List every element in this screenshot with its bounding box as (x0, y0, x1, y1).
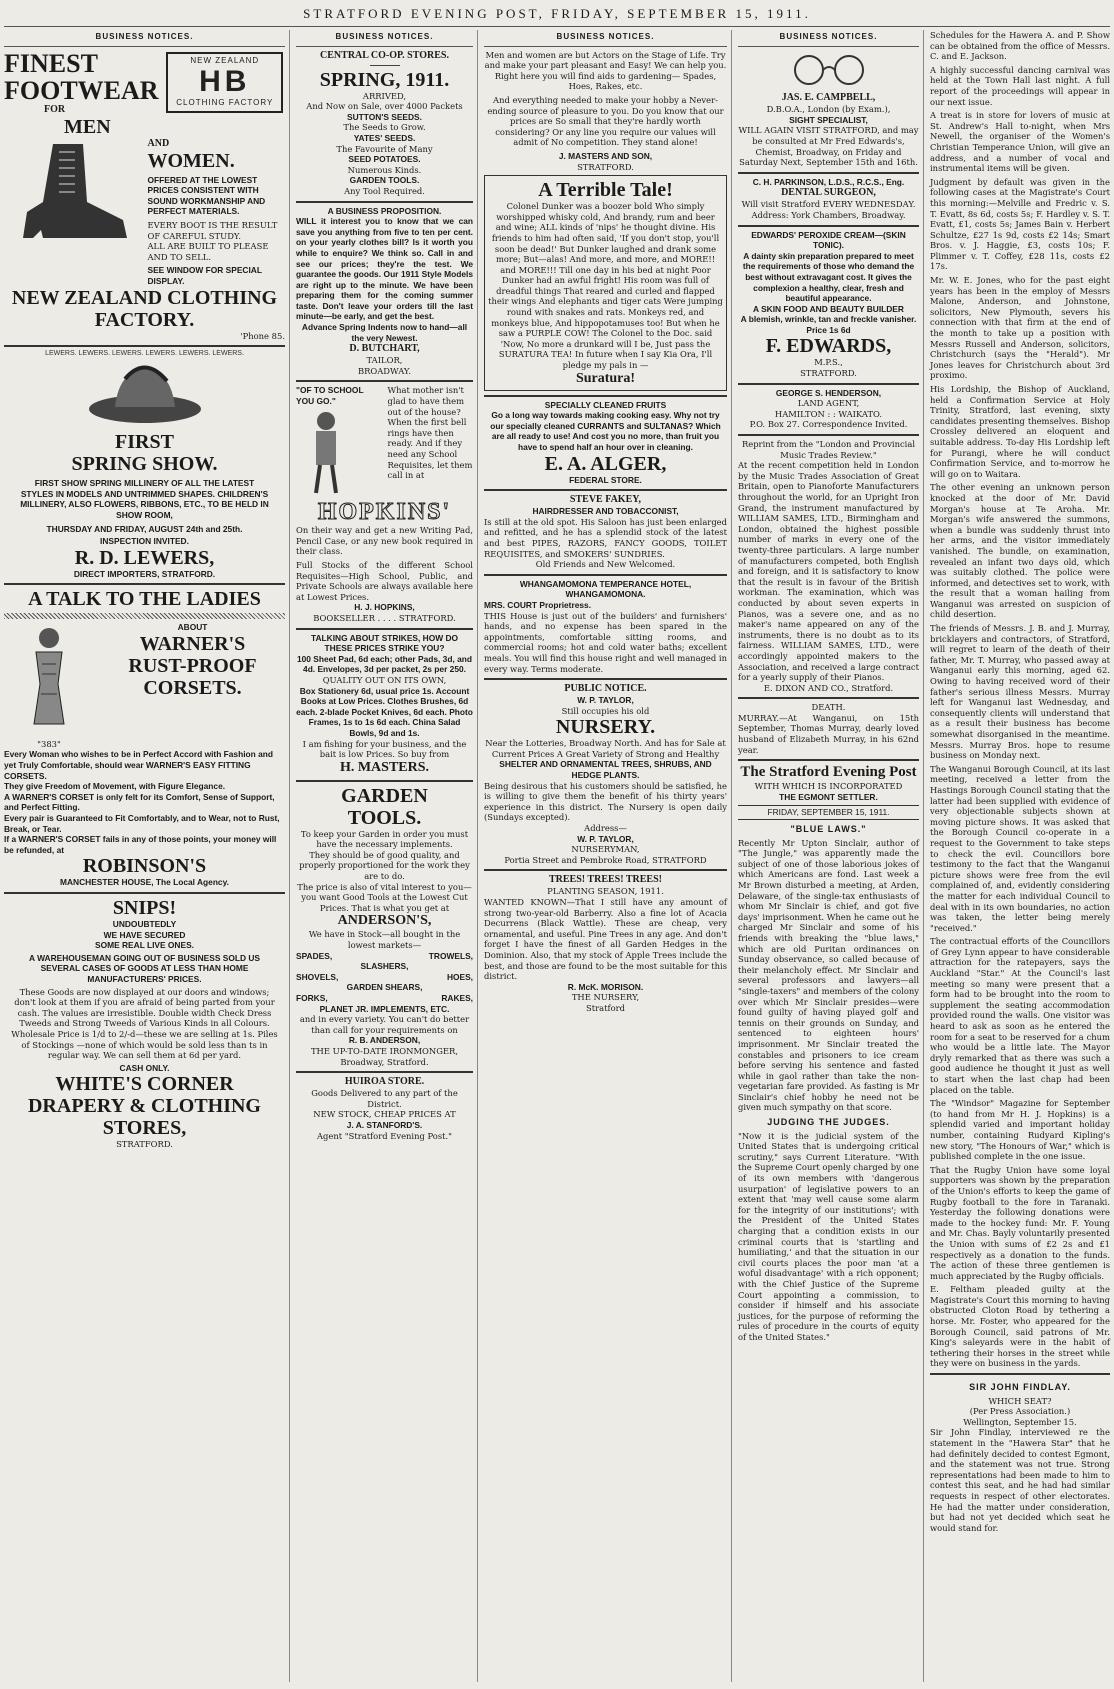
nursery-headline: NURSERY. (555, 716, 656, 739)
masthead-rule (4, 26, 1110, 27)
alger-fruits-ad: SPECIALLY CLEANED FRUITS Go a long way towards making cooking easy. Why not try our specially cleaned CURRANTS and SULTANAS? Which are all ready to use! And cost you no more, than fruit you have to spend half an hour over in cleaning. E. A. ALGER, FEDERAL STORE. (484, 395, 727, 486)
snips-ad: SNIPS! UNDOUBTEDLY WE HAVE SECURED SOME REAL LIVE ONES. A WAREHOUSEMAN GOING OUT OF BUSINESS SOLD US SEVERAL CASES OF GOODS AT LESS THAN HOME MANUFACTURERS' PRICES. These Goods are now displayed at our doors and windows; don't look at them if you are afraid of being parted from your cash. The values are irresistible. Double width Check Dress Tweeds and Strong Tweeds of Various Kinds in all Colours. Wholesale Price is 1/d to 2/-d—these we are selling at 1s. Piles of Stockings —none of which would be sold less than ts in regular way. We can sell them at 6d per yard. CASH ONLY. WHITE'S CORNER DRAPERY & CLOTHING STORES, STRATFORD. (4, 892, 285, 1150)
men-headline: MEN (64, 115, 111, 138)
sames-piano-notice: Reprint from the "London and Provincial Music Trades Review." At the recent competition held in London by the Music Trades Association of Great Britain, open to Pianoforte Manufacturers throughout the world, for an Upright Iron Grand, the instrument manufactured by WILLIAM SAMES, LTD., Birmingham and London, obtained the highest possible number of marks in every one of the twenty-three particulars. A large number of manufacturers competed, both English and foreign, and it is satisfactory to know that the result is in favour of the British workman. The examination, which was conducted by about seven experts in Pianos, was a severe one, and as no maker's name appeared on any of the instruments, there is no doubt as to its fairness. WILLIAM SAMES, LTD., were accordingly appointed makers to the Association, and received a large contract for a yearly supply of their Pianos. E. DIXON AND CO., Stratford. (738, 434, 919, 693)
henderson-ad: GEORGE S. HENDERSON, LAND AGENT, HAMILTON : : WAIKATO. P.O. Box 27. Correspondence Invited. (738, 383, 919, 430)
edwards-name: F. EDWARDS, (765, 335, 892, 358)
whites-corner-name: WHITE'S CORNER (55, 1073, 234, 1096)
paper-title: The Stratford Evening Post (740, 764, 917, 781)
spring-1911-headline: SPRING, 1911. (319, 68, 450, 91)
article-headline: "BLUE LAWS." (790, 824, 867, 835)
blue-laws-article: "BLUE LAWS." Recently Mr Upton Sinclair, author of "The Jungle," was apparently made the subject of one of those laborious jokes of which Americans are fond. Last week a Mr Brown disturbed a meeting, at Arden, Delaware, of the single-tax enthusiasts of whom Mr Sinclair is chief, and got five days' imprisonment. When he came out he charged Mr Sinclair and some of his friends with breaking the "blue laws," which are old Puritan ordinances on Sunday observance, so called because of their melancholy effect. Mr Sinclair and several professors and lawyers—all "single-taxers" and members of the colony over which Mr Sinclair presides—were found guilty of having played golf and tennis on their grounds on Sunday, and sentenced to eighteen hours' imprisonment. Mr Sinclair treated the constables and prisoners to ice cream before serving his sentence and fasted while in gaol rather than take the non-vegetarian fare provided. As fasting is Mr Sinclair's chief hobby he need not be given much sympathy on that score. (738, 824, 919, 1113)
column-header: BUSINESS NOTICES. (4, 30, 285, 47)
central-coop-ad: CENTRAL CO-OP. STORES. SPRING, 1911. ARRIVED, And Now on Sale, over 4000 Packets SUTTON'S SEEDS. The Seeds to Grow. YATES' SEEDS. The Favourite of Many SEED POTATOES. Numerous Kinds. GARDEN TOOLS. Any Tool Required. (296, 50, 473, 197)
schoolboy-illustration (296, 407, 356, 497)
talk-to-ladies-headline: A TALK TO THE LADIES (28, 588, 261, 611)
column-2 (292, 30, 478, 1682)
edwards-peroxide-ad: EDWARDS' PEROXIDE CREAM—(SKIN TONIC). A dainty skin preparation prepared to meet the requirements of those who demand the best without extravagant cost. It gives the complexion a healthy, clear, fresh and beautiful appearance. A SKIN FOOD AND BEAUTY BUILDER A blemish, wrinkle, tan and freckle vanisher. Price 1s 6d F. EDWARDS, M.P.S., STRATFORD. (738, 225, 919, 379)
finest-headline: FINEST (4, 48, 98, 78)
column-1 (0, 30, 290, 1682)
hopkins-ad: "OF TO SCHOOL YOU GO." What mother isn't glad to have them out of the house? When the first bell rings have then ready. And if they need any School Requisites, let them call in at HOPKINS' On their way and get a new Writing Pad, Pencil Case, or any new book required in their class. Full Stocks of the different School Requisites—High School, Public, and Private Schools are always available here at Lowest Prices. H. J. HOPKINS, BOOKSELLER . . . . STRATFORD. (296, 380, 473, 623)
findlay-article: SIR JOHN FINDLAY. WHICH SEAT? (Per Press Association.) Wellington, September 15. Sir John Findlay, interviewed re the statement in the "Hawera Star" that he had definitely decided to contest Egmont, and the statement was not true. Strong representations had been made to him to contest this seat, and he had had similar requests in respect of other electorates. He had the matter under consideration, but had not yet decided which seat he would stand for. (930, 1373, 1110, 1533)
taylor-nursery-ad: PUBLIC NOTICE. W. P. TAYLOR, Still occupies his old NURSERY. Near the Lotteries, Broadway North. And has for Sale at Current Prices A Great Variety of Strong and Healthy SHELTER AND ORNAMENTAL TREES, SHRUBS, AND HEDGE PLANTS. Being desirous that his customers should be satisfied, he is willing to give them the benefit of his thirty years' experience in this district. The Nursery is open daily (Sundays excepted). Address— W. P. TAYLOR, NURSERYMAN, Portia Street and Pembroke Road, STRATFORD (484, 678, 727, 865)
masters-verse-ad: Men and women are but Actors on the Stage of Life. Try and make your part pleasant and Easy! We can help you. Right here you will find aids to gardening— Spades, Hoes, Rakes, etc. And everything needed to make your hobby a Never-ending source of pleasure to you. Do you know that our prices are So small that they're hardly worth considering? Or any line you require our values will admit of No competition. They stand alone! J. MASTERS AND SON, STRATFORD. (484, 49, 727, 172)
hb-logo: NEW ZEALAND HB CLOTHING FACTORY (166, 52, 283, 113)
death-notice: DEATH. MURRAY.—At Wanganui, on 15th September, Thomas Murray, dearly loved husband of Elizabeth Murray, in his 62nd year. (738, 697, 919, 755)
terrible-tale-headline: A Terrible Tale! (538, 179, 673, 202)
column-3 (480, 30, 732, 1682)
spring-show-headline: SPRING SHOW. (71, 453, 218, 476)
huiroa-store-ad: HUIROA STORE. Goods Delivered to any part of the District. NEW STOCK, CHEAP PRICES AT J. A. STANFORD'S. Agent "Stratford Evening Post." (296, 1071, 473, 1141)
judging-judges-article: JUDGING THE JUDGES. "Now it is the judicial system of the United States that is undergoing critical scrutiny," says Current Literature. "With the Supreme Court openly charged by one of its own members with 'dangerous usurpation' of legislative powers to an extent that 'may well cause some alarm for the integrity of our institutions'; with the President of the United States charging that a condition exists in our criminal courts that is 'startling and humiliating,' and that the situation in our civil courts places the poor man 'at a woful disadvantage' with a rich opponent; with the Chief Justice of the Supreme Court appointing a commission, to consider if himself and his associate justices, for the purpose of reforming the rules of procedure in the courts of equity of the United States." (738, 1117, 919, 1342)
hb-logo-mark: HB (199, 65, 251, 99)
local-news: Schedules for the Hawera A. and P. Show can be obtained from the office of Messrs. C. and E. Jackson. A highly successful dancing carnival was held at the Town Hall last night. A full report of the proceedings will appear in our next issue. A treat is in store for lovers of music at St. Andrew's Hall to-night, when Mrs Newell, the organiser of the Women's Christian Temperance Union, will give an address, and a number of vocal and instrumental items will be given. Judgment by default was given in the following cases at the Magistrate's Court this morning:—Melville and Fredric v. S. T. Evatt, 8s 6d, costs 5s; F. Hardley v. S. T. Evatt, £1, costs 5s; James Bain v. Herbert Schultze, £27 1s 9d, costs £2 14s; Smart Bros. v. J. Haggie, £3, costs 10s; F. Plimmer v. T. Coffey, £28 11s, costs £2 17s. Mr. W. E. Jones, who for the past eight years has been in the employ of Messrs Malone, Anderson, and Johnstone, solicitors, New Plymouth, severs his connection with that firm at the end of the month to take up a position with Messrs Russell and Anderson, solicitors, Christchurch (says the "Herald"). Mr Jones leaves for Christchurch about 3rd proximo. His Lordship, the Bishop of Auckland, held a Confirmation Service at Holy Trinity, Stratford, last evening, sixty candidates presenting themselves. Bishop Crossley delivered an eloquent and suitable address. To-day His Lordship left for Purangi, where he will conduct Confirmation Service, and to-morrow he will go on to Waitara. The other evening an unknown person knocked at the door of Mr. David Morgan's house at Te Aroha. Mr. Morgan's wife answered the summons, when a bundle was suddenly thrust into her arms, and the visitor immediately vanished. The bundle, on examination, revealed an infant two days old, which was suitably clothed. The police were informed, and detectives set to work, with the result that a woman hailing from Wanganui was arrested on suspicion of child desertion. The friends of Messrs. J. B. and J. Murray, bricklayers and contractors, of Stratford, will regret to learn of the death of their father, Mr. T. Murray, who passed away at Wanganui early this morning, aged 62. Owing to having received word of their father's serious illness Messrs. Murray left for Wanganui last Wednesday, and consequently clients will understand that as a result their business has become somewhat disorganised in the meantime. Messrs. Murray Bros. hope to resume business on Monday next. The Wanganui Borough Council, at its last meeting, received a letter from the Hastings Borough Council stating that the latter had been supplied with evidence of very objectionable subjects shown at moving picture shows. It was asked that the Borough Council co-operate in a request to the Government to take steps to check the evil. Councillors bore testimony to the fact that the Wanganui picture shows were free from the evil complained of, and, evidently considering the matter for each individual Council to deal with in its own boundaries, no action was taken, the letter being merely "received." The contractual efforts of the Councillors of Grey Lynn appear to have considerable attraction for the ratepayers, says the Auckland "Star." At the Council's last meeting so many were present that a form had to be brought into the room to supplement the seating accommodation provided round the walls. One visitor was heard to ask as soon as he entered the room for a seat to be reserved for a chum who would be a little late. The Mayor dryly remarked that as there was such a good audience he thought it just as well to start when the last chap had been placed on the table. The "Windsor" Magazine for September (to hand from Mr H. J. Hopkins) is a splendid varied and important holiday number, containing Rudyard Kipling's new story, "The Honours of War," which is published complete in the one issue. That the Rugby Union have some loyal supporters was shown by the preparation of the Union's efforts to keep the game of Rugby football to the fore in Taranaki. Yesterday the following donations were made to the hockey fund: Mr. F. Young and Mr. Chas. Bayly voluntarily presented the Union with sums of £2 2s and £1 respectively as a donation to the funds. The action of these three gentlemen is much appreciated by the Rugby officials. E. Feltham pleaded guilty at the Magistrate's Court this morning to having obstructed Cloton Road by tethering a horse. Mr. Foster, who appeared for the Borough Council, said patrons of Mr. King's saleyards were in the habit of tethering their horses in the street while they were on business in the yards. (930, 30, 1110, 1369)
column-header: BUSINESS NOTICES. (738, 30, 919, 47)
footwear-headline: FOOTWEAR (4, 75, 159, 105)
lewers-ad: LEWERS. LEWERS. LEWERS. LEWERS. LEWERS. LEWERS. FIRST SPRING SHOW. FIRST SHOW SPRING MILLINERY OF ALL THE LATEST STYLES IN MODELS AND UNTRIMMED SHAPES. CHILDREN'S MILLINERY, ALSO FLOWERS, RIBBONS, ETC., TO BE HELD IN SHOW ROOM, THURSDAY AND FRIDAY, AUGUST 24th and 25th. INSPECTION INVITED. R. D. LEWERS, DIRECT IMPORTERS, STRATFORD. (4, 345, 285, 579)
footwear-ad: FINEST FOOTWEAR FOR MEN NEW ZEALAND HB CLOTHING FACTORY AND WOMEN. OFFERED AT THE LOWEST PRICES CONSISTENT WITH SOUND WORKMANSHIP AND PERFECT MATERIALS. EVERY BOOT IS THE RESULT OF CAREFUL STUDY. ALL ARE BUILT TO PLEASE AND TO SELL. SEE WINDOW FOR SPECIAL DISPLAY. NEW ZEALAND CLOTHING FACTORY. 'Phone 85. (4, 48, 285, 341)
anderson-ad: GARDEN TOOLS. To keep your Garden in order you must have the necessary implements. They should be of good quality, and properly proportioned for the work they are to do. The price is also of vital interest to you—you want Good Tools at the Lowest Cut Prices. That is what you get at ANDERSON'S, We have in Stock—all bought in the lowest markets— SPADES, TROWELS, SLASHERS, SHOVELS, HOES, GARDEN SHEARS, FORKS, RAKES, PLANET JR. IMPLEMENTS, ETC. and in every variety. You can't do better than call for your requirements on R. B. ANDERSON, THE UP-TO-DATE IRONMONGER, Broadway, Stratford. (296, 780, 473, 1067)
masthead: STRATFORD EVENING POST, FRIDAY, SEPTEMBER 15, 1911. (303, 6, 811, 21)
robinsons-name: ROBINSON'S (82, 855, 207, 878)
column-header: BUSINESS NOTICES. (484, 30, 727, 47)
boot-illustration (13, 142, 133, 252)
corset-figure-illustration (14, 624, 84, 734)
whangamomona-hotel-ad: WHANGAMOMONA TEMPERANCE HOTEL, WHANGAMOMONA. MRS. COURT Proprietress. THIS House is just out of the builders' and furnishers' hands, and no expense has been spared in the appointments, comfortable sitting rooms, and commercial rooms; hot and cold water baths; excellent meals. You will find this house right and well managed in every way. Terms moderate. (484, 574, 727, 674)
millinery-hat-illustration (85, 359, 205, 429)
parkinson-ad: C. H. PARKINSON, L.D.S., R.C.S., Eng. DENTAL SURGEON, Will visit Stratford EVERY WEDNESDAY. Address: York Chambers, Broadway. (738, 172, 919, 221)
women-headline: WOMEN. (147, 149, 235, 172)
lewers-border: LEWERS. LEWERS. LEWERS. LEWERS. LEWERS. LEWERS. (45, 350, 244, 358)
warners-headline: WARNER'S (139, 632, 246, 655)
snips-headline: SNIPS! (112, 897, 177, 919)
warners-ad: A TALK TO THE LADIES "383" ABOUT WARNER'S RUST-PROOF CORSETS. Every Woman who wishes to be in Perfect Accord with Fashion and yet Truly Comfortable, should wear WARNER'S EASY FITTING CORSETS. They give Freedom of Movement, with Figure Elegance. A WARNER'S CORSET is only felt for its Comfort, Sense of Support, and Perfect Fitting. Every pair is Guaranteed to Fit Comfortably, and to Wear, not to Rust, Break, or Tear. If a WARNER'S CORSET fails in any of those points, your money will be refunded, at ROBINSON'S MANCHESTER HOUSE, The Local Agency. (4, 583, 285, 888)
column-5 (926, 30, 1114, 1682)
spectacles-illustration (784, 50, 874, 90)
editorial-dateline: FRIDAY, SEPTEMBER 15, 1911. (738, 805, 919, 820)
alger-name: E. A. ALGER, (544, 452, 667, 475)
hopkins-headline: HOPKINS' (317, 499, 452, 526)
garden-tools-headline: GARDEN (341, 784, 428, 807)
article-headline: JUDGING THE JUDGES. (767, 1117, 890, 1128)
editorial-masthead: The Stratford Evening Post WITH WHICH IS INCORPORATED THE EGMONT SETTLER. FRIDAY, SEPTEMBER 15, 1911. (738, 759, 919, 820)
suratura-tea-ad: A Terrible Tale! Colonel Dunker was a boozer bold Who simply worshipped whisky cold, And brandy, rum and beer and wine; ALL kinds of 'nips' he thought divine. His friends to him had often said, 'If you don't stop, you'll soon be dead!' But Dunker laughed and drank some more; But—alas! And more, and more, and MORE!! and MORE!!! Till one day in his bed at night Poor Dunker had an awful fright! His room was full of dreadful things That reared and curled and flapped their wings And elephants and tiger cats Were jumping round with snakes and rats. Monkeys red, and monkeys blue, And hippopotamuses too! But when he saw a PURPLE COW! The Colonel to the Doc. said 'Now, No more a drunkard will I be, Just pass the SURATURA TEA! In future when I say Kia Ora, I'll pledge my pals in — Suratura! (484, 175, 727, 391)
morison-trees-ad: TREES! TREES! TREES! PLANTING SEASON, 1911. WANTED KNOWN—That I still have any amount of strong two-year-old Barberry. Also a fine lot of Acacia Decurrens (Black Wattle). These are cheap, very ornamental, and useful. Pine Trees in any age. And don't forget I have the finest of all Garden Hedges in the Dominion. Also, that my stock of Apple Trees include the best, and those are found to be the most suitable for this district. R. McK. MORISON. THE NURSERY, Stratford (484, 869, 727, 1013)
article-headline: SIR JOHN FINDLAY. (969, 1382, 1071, 1393)
nz-clothing-factory: NEW ZEALAND CLOTHING (11, 286, 278, 309)
fakey-ad: STEVE FAKEY, HAIRDRESSER AND TOBACCONIST, Is still at the old spot. His Saloon has just been enlarged and refitted, and he has a splendid stock of the latest and best PIPES, RAZORS, FANCY GOODS, TOILET REQUISITES, and SMOKERS' SUNDRIES. Old Friends and New Welcomed. (484, 489, 727, 570)
butchart-ad: A BUSINESS PROPOSITION. WILL it interest you to know that we can save you anything from five to ten per cent. on your yearly clothes bill? Is it worth you while to enquire? We think so. Call in and see our prices; they're the test. We guarantee the goods. Our 1911 Style Models are right up to the minute. We have been preparing them for the coming summer taste. Don't leave your orders till the last minute—be early, and get the best. Advance Spring Indents now to hand—all the very Newest. D. BUTCHART, TAILOR, BROADWAY. (296, 201, 473, 377)
column-header: BUSINESS NOTICES. (296, 30, 473, 47)
masters-stationery-ad: TALKING ABOUT STRIKES, HOW DO THESE PRICES STRIKE YOU? 100 Sheet Pad, 6d each; other Pads, 3d, and 4d. Envelopes, 3d per packet, 2s per 250. QUALITY OUT ON ITS OWN, Box Stationery 6d, usual price 1s. Account Books at Low Prices. Clothes Brushes, 6d each. 2-blade Pocket Knives, 6d each. Photo Frames, 1s to 1s 6d each. China Salad Bowls, 9d and 1s. I am fishing for your business, and the bait is low Prices. So buy from H. MASTERS. (296, 628, 473, 776)
lewers-name: R. D. LEWERS, (74, 546, 215, 569)
column-4 (734, 30, 924, 1682)
campbell-ad: JAS. E. CAMPBELL, D.B.O.A., London (by Exam.), SIGHT SPECIALIST, WILL AGAIN VISIT STRATFORD, and may be consulted at Mr Fred Edwards's, Chemist, Broadway, on Friday and Saturday Next, September 15th and 16th. (738, 50, 919, 168)
